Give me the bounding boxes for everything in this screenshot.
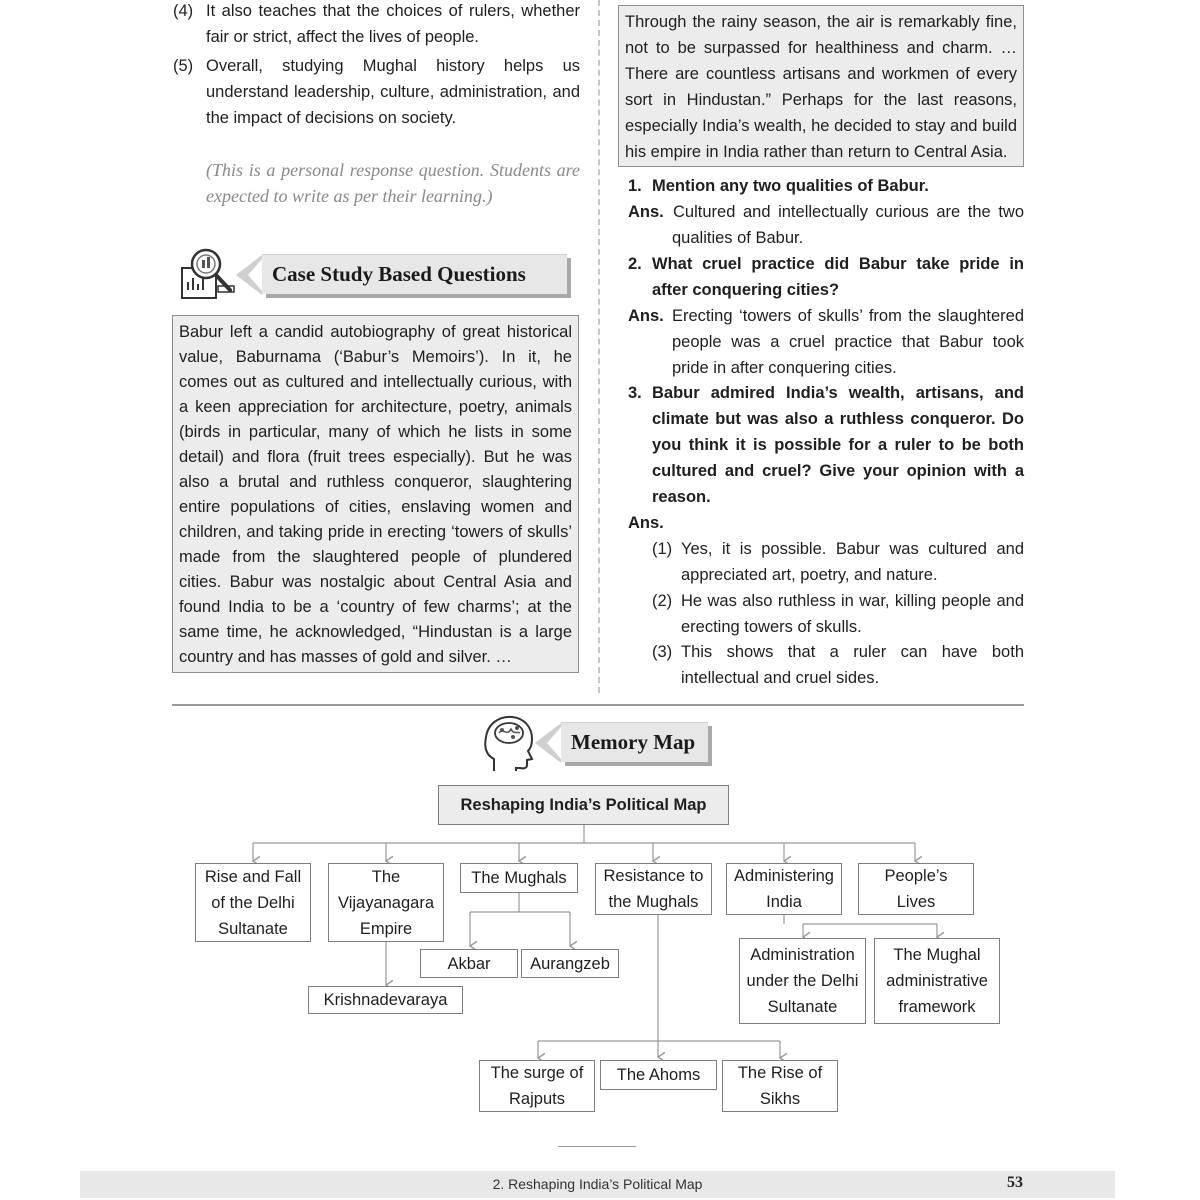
node-label: Akbar <box>447 954 491 973</box>
footer-rule <box>558 1146 636 1147</box>
memory-map-heading: Memory Map <box>571 730 696 754</box>
memory-map-node <box>328 863 444 942</box>
page-number: 53 <box>1007 1174 1023 1191</box>
memory-map-node <box>858 863 974 915</box>
list-item-number: (5) <box>173 57 194 75</box>
node-label: The Mughal <box>893 946 981 964</box>
node-label: Sultanate <box>218 919 288 938</box>
node-label: People’s <box>884 867 948 885</box>
list-item-text: It also teaches that the choices of rulers, whether fair or strict, affect the lives of people. <box>206 2 580 46</box>
node-label: under the Delhi <box>746 972 859 990</box>
node-label: Sultanate <box>767 998 838 1016</box>
personal-response-note: (This is a personal response question. Students are expected to write as per their learning.) <box>206 160 580 206</box>
question-number: 1. <box>628 177 642 195</box>
node-label: Aurangzeb <box>530 954 610 973</box>
answer-point-number: (3) <box>652 643 673 661</box>
question-number: 3. <box>628 384 642 402</box>
memory-map-node <box>739 938 866 1024</box>
memory-map-node <box>722 1060 838 1112</box>
page-footer <box>80 1171 1115 1198</box>
passage-text: Babur left a candid autobiography of great historical value, Baburnama (‘Babur’s Memoirs’). In it, he comes out as cultured and intellectually curious, with a keen appreciation for architecture, poetry, animals (birds in particular, many of which he lists in some detail) and flora (fruit trees especially). But he was also a brutal and ruthless conqueror, slaughtering entire populations of cities, enslaving women and children, and taking pride in erecting ‘towers of skulls’ made from the slaughtered people of plundered cities. Babur was nostalgic about Central Asia and found India to be a ‘country of few charms’; at the same time, he acknowledged, “Hindustan is a large country and has masses of gold and silver. … <box>179 323 572 666</box>
node-label: administrative <box>886 972 988 990</box>
memory-map-node <box>195 863 311 942</box>
node-label: Administering <box>734 867 834 885</box>
list-item-text: Overall, studying Mughal history helps us understand leadership, culture, administration, and the impact of decisions on society. <box>206 57 580 127</box>
answer-label: Ans. <box>628 307 664 325</box>
memory-map-node <box>726 863 842 915</box>
answer-point-text: Yes, it is possible. Babur was cultured and appreciated art, poetry, and nature. <box>681 540 1024 584</box>
node-label: Sikhs <box>759 1090 801 1108</box>
answer-label: Ans. <box>628 514 664 532</box>
node-label: The Ahoms <box>616 1066 701 1084</box>
memory-map-node <box>595 863 712 915</box>
node-label: Empire <box>359 919 413 938</box>
memory-map-node <box>308 986 463 1014</box>
question-number: 2. <box>628 255 642 273</box>
node-label: Krishnadevaraya <box>323 991 448 1009</box>
answer-point-number: (1) <box>652 540 673 558</box>
answer-text: Erecting ‘towers of skulls’ from the slaughtered people was a cruel practice that Babur took pride in after conquering cities. <box>672 307 1024 377</box>
node-label: of the Delhi <box>211 893 295 912</box>
answer-label: Ans. <box>628 203 664 221</box>
memory-map-node <box>460 863 578 893</box>
node-label: Reshaping India’s Political Map <box>460 796 707 814</box>
memory-map-root <box>438 785 729 825</box>
answer-text-content: Cultured and intellectually curious are the two qualities of Babur. <box>672 203 1024 247</box>
chapter-title: 2. Reshaping India’s Political Map <box>492 1176 703 1192</box>
node-label: The surge of <box>490 1064 584 1082</box>
node-label: Resistance to <box>603 867 704 885</box>
memory-map-node <box>521 949 619 978</box>
node-label: The <box>371 867 401 886</box>
node-label: Vijayanagara <box>337 893 435 912</box>
node-label: Lives <box>896 893 936 911</box>
answer-point-text: This shows that a ruler can have both intellectual and cruel sides. <box>681 643 1024 687</box>
memory-map-node <box>600 1060 717 1090</box>
node-label: India <box>766 893 802 911</box>
node-label: the Mughals <box>608 893 699 911</box>
node-label: The Rise of <box>737 1064 823 1082</box>
node-label: Rajputs <box>509 1090 565 1108</box>
answer-point-number: (2) <box>652 592 673 610</box>
question-text: Mention any two qualities of Babur. <box>652 177 929 195</box>
memory-map-node <box>874 938 1000 1024</box>
answer-point-text: He was also ruthless in war, killing people and erecting towers of skulls. <box>681 592 1024 636</box>
node-label: Administration <box>750 946 855 964</box>
node-label: Rise and Fall <box>204 867 302 886</box>
list-item-number: (4) <box>173 2 194 20</box>
memory-map-node <box>479 1060 595 1112</box>
passage-text: Through the rainy season, the air is remarkably fine, not to be surpassed for healthiness and charm. … There are countless artisans and workmen of every sort in Hindustan.” Perhaps for the last reasons, especially India’s wealth, he decided to stay and build his empire in India rather than return to Central Asia. <box>625 13 1017 161</box>
node-label: The Mughals <box>471 869 567 887</box>
node-label: framework <box>898 998 976 1016</box>
question-text: What cruel practice did Babur take pride in after conquering cities? <box>652 255 1024 299</box>
memory-map-node <box>420 949 518 978</box>
case-study-heading: Case Study Based Questions <box>272 262 526 286</box>
question-text: Babur admired India’s wealth, artisans, and climate but was also a ruthless conqueror. Do you think it is possible for a ruler to be both cultured and cruel? Give your opinion with a reason. <box>652 384 1024 506</box>
